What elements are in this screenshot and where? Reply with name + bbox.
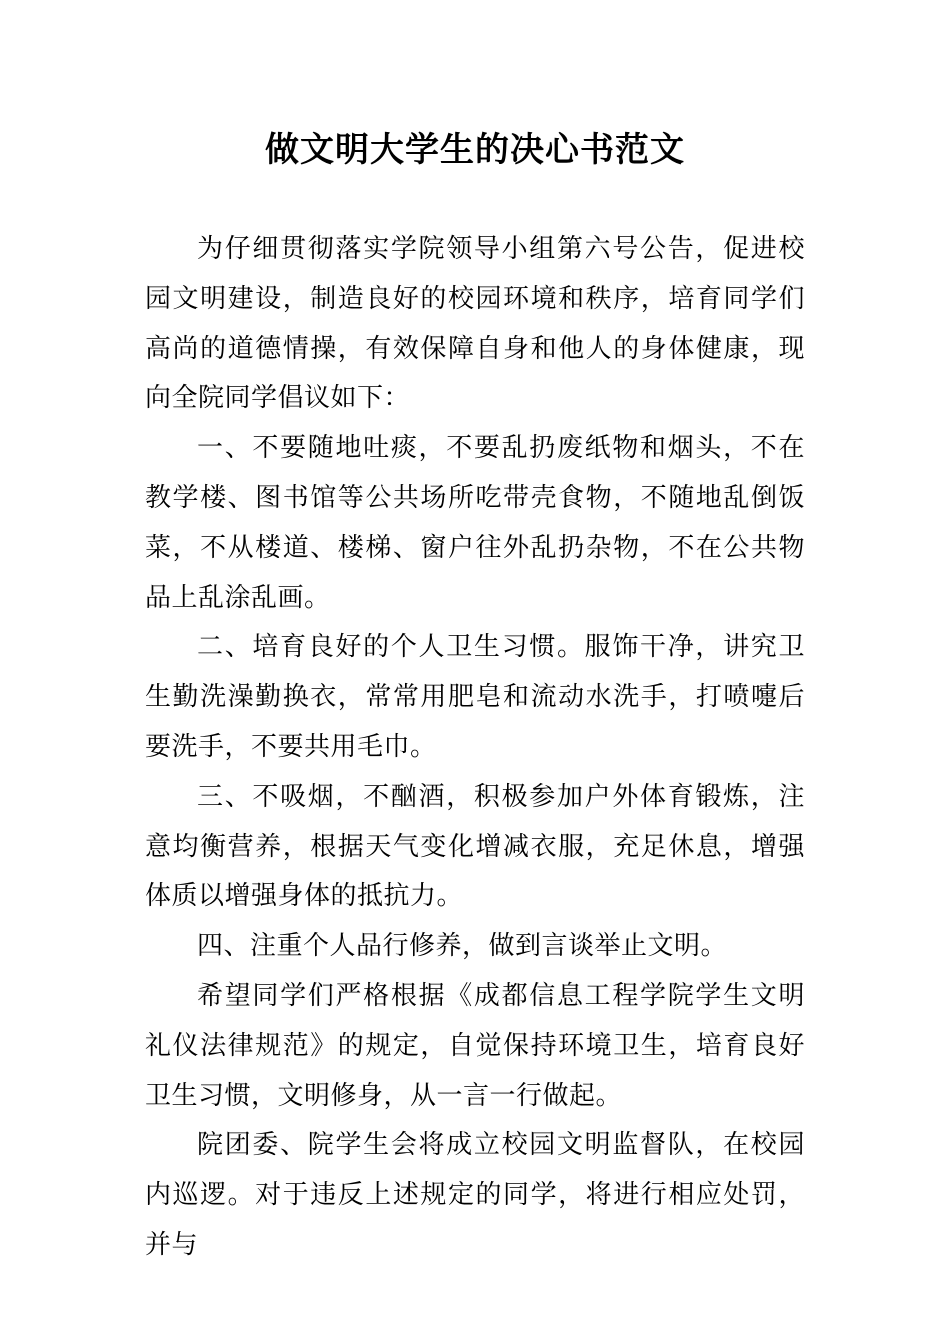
paragraph-item-1: 一、不要随地吐痰，不要乱扔废纸物和烟头，不在教学楼、图书馆等公共场所吃带壳食物，不随地乱倒饭菜，不从楼道、楼梯、窗户往外乱扔杂物，不在公共物品上乱涂乱画。: [145, 433, 805, 613]
paragraph-intro: 为仔细贯彻落实学院领导小组第六号公告，促进校园文明建设，制造良好的校园环境和秩序，培育同学们高尚的道德情操，有效保障自身和他人的身体健康，现向全院同学倡议如下：: [145, 234, 805, 414]
paragraph-item-2: 二、培育良好的个人卫生习惯。服饰干净，讲究卫生勤洗澡勤换衣，常常用肥皂和流动水洗手，打喷嚏后要洗手，不要共用毛巾。: [145, 632, 805, 762]
document-title: 做文明大学生的决心书范文: [265, 130, 685, 170]
paragraph-item-3: 三、不吸烟，不酗酒，积极参加户外体育锻炼，注意均衡营养，根据天气变化增减衣服，充足休息，增强体质以增强身体的抵抗力。: [145, 781, 805, 912]
paragraph-item-4: 四、注重个人品行修养，做到言谈举止文明。: [197, 931, 728, 962]
paragraph-hope: 希望同学们严格根据《成都信息工程学院学生文明礼仪法律规范》的规定，自觉保持环境卫生，培育良好卫生习惯，文明修身，从一言一行做起。: [145, 980, 805, 1111]
paragraph-supervision: 院团委、院学生会将成立校园文明监督队，在校园内巡逻。对于违反上述规定的同学，将进行相应处罚，并与: [145, 1130, 805, 1260]
document-body: [145, 225, 805, 1271]
